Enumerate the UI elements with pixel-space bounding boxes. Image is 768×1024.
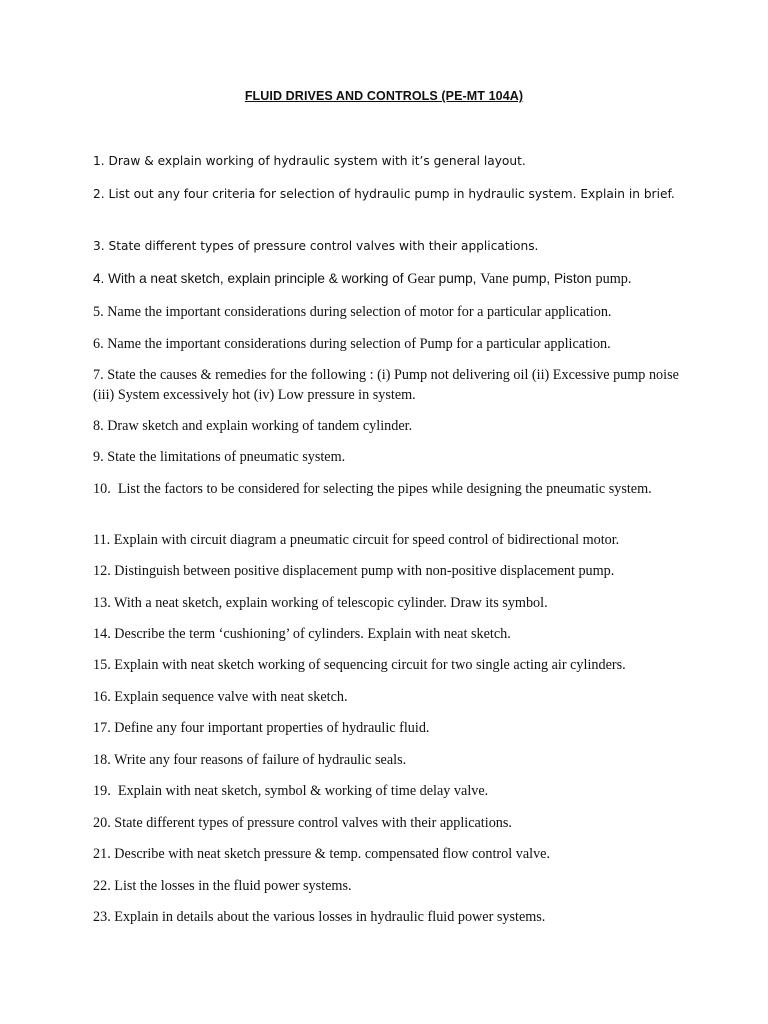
question-14: 14. Describe the term ‘cushioning’ of cylinders. Explain with neat sketch.	[93, 626, 511, 642]
question-4-part-4: Vane	[480, 271, 509, 287]
question-21: 21. Describe with neat sketch pressure & temp. compensated flow control valve.	[93, 846, 551, 862]
question-8: 8. Draw sketch and explain working of tandem cylinder.	[93, 418, 413, 434]
question-4	[93, 269, 683, 289]
question-4-part-3: pump,	[434, 271, 481, 286]
question-4-part-1: 4. With a neat sketch, explain principle & working of	[93, 271, 408, 286]
question-11: 11. Explain with circuit diagram a pneumatic circuit for speed control of bidirectional motor.	[93, 532, 620, 548]
question-2: 2. List out any four criteria for selection of hydraulic pump in hydraulic system. Explain in brief.	[93, 187, 675, 201]
question-15: 15. Explain with neat sketch working of sequencing circuit for two single acting air cylinders.	[93, 657, 626, 673]
question-18: 18. Write any four reasons of failure of hydraulic seals.	[93, 752, 407, 768]
question-20: 20. State different types of pressure control valves with their applications.	[93, 815, 512, 831]
question-4-part-6: pump.	[595, 271, 632, 287]
question-12: 12. Distinguish between positive displacement pump with non-positive displacement pump.	[93, 563, 615, 579]
question-17: 17. Define any four important properties of hydraulic fluid.	[93, 720, 430, 736]
question-4-part-5: pump, Piston	[508, 271, 596, 286]
question-22: 22. List the losses in the fluid power systems.	[93, 878, 352, 894]
question-5: 5. Name the important considerations during selection of motor for a particular application.	[93, 304, 612, 320]
question-4-part-2: Gear	[407, 271, 435, 287]
question-23: 23. Explain in details about the various losses in hydraulic fluid power systems.	[93, 909, 546, 925]
question-6: 6. Name the important considerations during selection of Pump for a particular application.	[93, 336, 611, 352]
question-13: 13. With a neat sketch, explain working of telescopic cylinder. Draw its symbol.	[93, 595, 548, 611]
question-10: 10. List the factors to be considered for selecting the pipes while designing the pneumatic system.	[93, 481, 652, 497]
question-19: 19. Explain with neat sketch, symbol & working of time delay valve.	[93, 783, 489, 799]
question-9: 9. State the limitations of pneumatic system.	[93, 449, 346, 465]
document-title: FLUID DRIVES AND CONTROLS (PE-MT 104A)	[244, 89, 524, 103]
question-16: 16. Explain sequence valve with neat sketch.	[93, 689, 348, 705]
question-3: 3. State different types of pressure control valves with their applications.	[93, 239, 539, 253]
question-7: 7. State the causes & remedies for the following : (i) Pump not delivering oil (ii) Excessive pump noise (iii) System excessively hot (iv) Low pressure in system.	[93, 367, 679, 403]
question-1: 1. Draw & explain working of hydraulic system with it’s general layout.	[93, 154, 526, 168]
